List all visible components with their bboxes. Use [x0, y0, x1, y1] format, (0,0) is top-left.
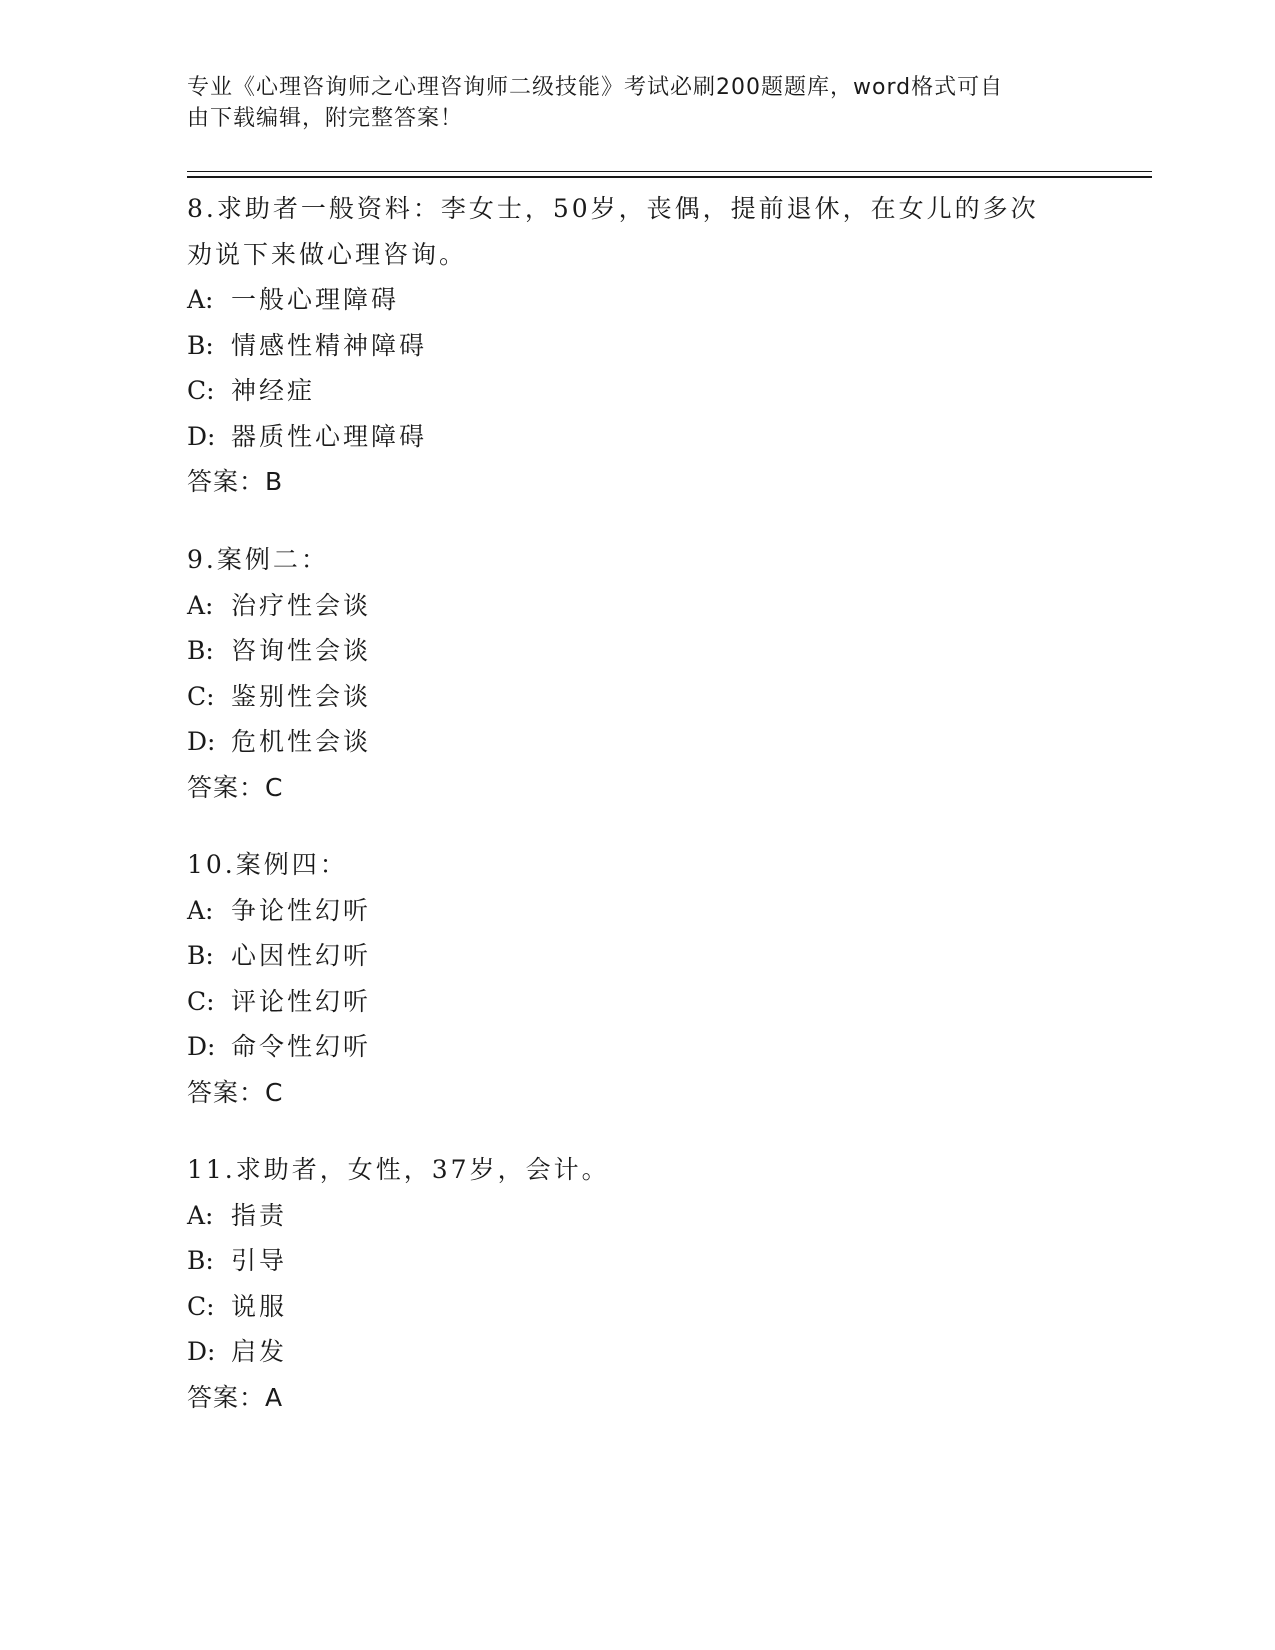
option-text: 鉴别性会谈	[231, 681, 372, 711]
header-line-2: 由下载编辑，附完整答案！	[187, 106, 464, 131]
header-divider-thin	[187, 171, 1152, 172]
option-b	[187, 323, 1087, 369]
option-c	[187, 979, 1087, 1025]
option-a	[187, 888, 1087, 934]
option-text: 器质性心理障碍	[231, 421, 428, 451]
option-d	[187, 719, 1087, 765]
option-text: 治疗性会谈	[231, 590, 372, 620]
option-b	[187, 628, 1087, 674]
document-header	[187, 72, 1067, 134]
option-text: 指责	[231, 1200, 288, 1230]
option-a	[187, 1193, 1087, 1239]
option-b	[187, 1238, 1087, 1284]
option-a	[187, 583, 1087, 629]
question-11	[187, 1147, 1087, 1420]
option-text: 说服	[231, 1291, 288, 1321]
option-key: A:	[187, 895, 214, 925]
question-stem: 10.案例四：	[187, 850, 348, 879]
option-text: 命令性幻听	[231, 1032, 372, 1061]
option-text: 启发	[231, 1337, 288, 1366]
option-key: D:	[187, 727, 216, 756]
option-key: A:	[187, 590, 214, 620]
question-stem: 8.求助者一般资料：李女士，50岁，丧偶，提前退休，在女儿的多次	[187, 194, 1039, 223]
question-stem: 9.案例二：	[187, 545, 329, 574]
option-text: 心因性幻听	[231, 941, 372, 970]
option-key: A:	[187, 1200, 214, 1230]
answer: 答案：A	[187, 1382, 284, 1412]
option-text: 引导	[231, 1246, 288, 1275]
option-d	[187, 414, 1087, 460]
option-key: B:	[187, 941, 214, 970]
option-b	[187, 933, 1087, 979]
question-8	[187, 186, 1087, 505]
option-d	[187, 1329, 1087, 1375]
option-c	[187, 368, 1087, 414]
option-key: A:	[187, 285, 214, 314]
option-c	[187, 674, 1087, 720]
option-text: 情感性精神障碍	[231, 330, 428, 360]
option-key: C:	[187, 1291, 215, 1321]
option-key: D:	[187, 421, 216, 451]
option-key: C:	[187, 681, 215, 711]
option-text: 一般心理障碍	[231, 285, 400, 314]
option-a	[187, 277, 1087, 323]
header-line-1: 专业《心理咨询师之心理咨询师二级技能》考试必刷200题题库，word格式可自	[187, 75, 1004, 100]
option-key: D:	[187, 1337, 216, 1366]
question-10	[187, 842, 1087, 1115]
question-stem: 劝说下来做心理咨询。	[187, 239, 468, 269]
option-text: 危机性会谈	[231, 727, 372, 756]
header-divider-thick	[187, 176, 1152, 178]
option-text: 争论性幻听	[231, 895, 372, 925]
option-text: 评论性幻听	[231, 986, 372, 1016]
option-text: 神经症	[231, 376, 316, 405]
option-key: B:	[187, 636, 214, 665]
option-d	[187, 1024, 1087, 1070]
answer: 答案：C	[187, 772, 284, 802]
option-key: D:	[187, 1032, 216, 1061]
question-9	[187, 537, 1087, 810]
option-text: 咨询性会谈	[231, 636, 372, 665]
option-c	[187, 1284, 1087, 1330]
answer: 答案：C	[187, 1077, 284, 1107]
question-stem: 11.求助者，女性，37岁，会计。	[187, 1155, 610, 1184]
option-key: B:	[187, 330, 214, 360]
answer: 答案：B	[187, 467, 284, 496]
option-key: C:	[187, 986, 215, 1016]
option-key: C:	[187, 376, 215, 405]
option-key: B:	[187, 1246, 214, 1275]
